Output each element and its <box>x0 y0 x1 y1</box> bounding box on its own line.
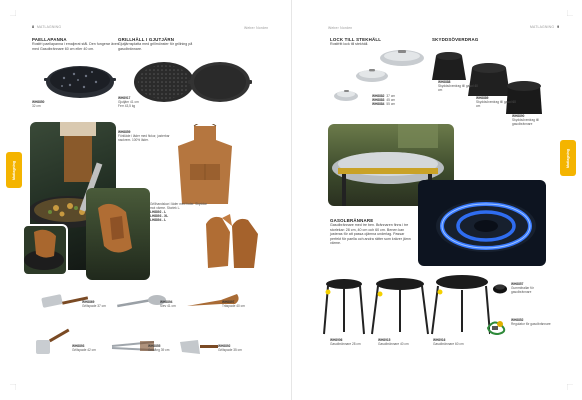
lid-size-3: 55 cm <box>386 102 396 106</box>
gloves-info <box>150 202 208 222</box>
utensil-3 <box>222 300 245 308</box>
section-tab-right[interactable] <box>560 140 576 176</box>
section-tab-left[interactable] <box>6 152 22 188</box>
burner-desc: Gasolbrännare med tre ben. Brännaren finns i tre storlekar: 28 cm, 40 cm och 60 cm. Benen kan justeras för att passa ojämna underlag. Passar perfekt för paella och andra rätter som kräver jämn värme. <box>330 223 411 246</box>
apron-info <box>118 130 178 142</box>
gloves-code-3: LH8894 - L <box>150 218 167 222</box>
crop-mark <box>10 10 16 16</box>
burner-item-desc: Gasolbrännare 28 cm <box>330 342 361 346</box>
paella-desc: Rostfri paellapanna i emaljerat stål. Den fungerar även med Gasolbrännare 60 cm eller 40 cm. <box>32 42 119 51</box>
accessory-2 <box>511 318 551 326</box>
section-tab-label: Matlagning <box>12 160 16 180</box>
apron-code: WH8859 <box>118 130 131 134</box>
lids-info <box>372 94 395 106</box>
section-tab-label: Matlagning <box>566 148 570 168</box>
utensil-2 <box>160 300 176 308</box>
utensil-6 <box>218 344 242 352</box>
paella-size: 32 cm <box>32 104 41 108</box>
right-page <box>291 0 582 400</box>
apron-desc: Förkläde i läder med fickor, justerbar nackrem. 100% läder. <box>118 134 170 142</box>
accessory-desc: Gummitrallar för gasolbrännare <box>511 286 534 294</box>
gloves-image <box>202 210 262 272</box>
lids-desc: Rostfritt lock till stekhäll. <box>330 42 369 46</box>
cover-desc: Skyddsöverdrag till gasolbrännare <box>512 118 539 126</box>
paella-pan-image <box>44 60 116 100</box>
utensil-code: WH8897 <box>222 300 235 304</box>
gloves-desc: Grillhandskar i läder med foder. Skyddar mot värme. Storlek L. <box>150 202 207 210</box>
right-header <box>530 25 559 29</box>
regulator-image <box>486 316 510 336</box>
flame-photo <box>418 180 546 266</box>
cover-code: WH8888 <box>438 80 451 84</box>
cover-3 <box>512 114 554 126</box>
left-header <box>32 25 61 29</box>
burner-code: WH8915 <box>378 338 391 342</box>
utensil-5 <box>148 344 169 352</box>
grill-info <box>118 96 139 108</box>
utensil-desc: Slev 41 cm <box>160 304 176 308</box>
utensil-code: WH8869 <box>82 300 95 304</box>
paella-section <box>32 37 120 51</box>
gloves-code-2: LH8893 - XL <box>150 214 169 218</box>
burner-2 <box>378 338 412 346</box>
grill-spatula-image <box>178 338 220 356</box>
grill-plate-image <box>132 60 257 105</box>
gloves-code-1: LH8892 - L <box>150 210 167 214</box>
burner-3 <box>433 338 467 346</box>
cover-1 <box>438 80 478 92</box>
lid-size-1: 37 cm <box>386 94 396 98</box>
glove-holding-photo <box>86 188 150 280</box>
crop-mark <box>10 384 16 390</box>
paella-title: PAELLAPANNA <box>32 37 67 42</box>
cover-code: WH8889 <box>476 96 489 100</box>
page-number: 9 <box>557 25 560 29</box>
burner-title: GASOLBRÄNNARE <box>330 218 374 223</box>
utensil-desc: Träspade 40 cm <box>222 304 245 308</box>
burner-code: WH8906 <box>330 338 343 342</box>
rubber-feet-image <box>492 282 508 294</box>
paella-code: WH8850 <box>32 100 45 104</box>
header-section: MATLAGNING <box>530 25 555 29</box>
burner-item-desc: Gasolbrännare 40 cm <box>378 342 409 346</box>
utensil-4 <box>72 344 96 352</box>
header-section: MATLAGNING <box>37 25 62 29</box>
accessory-1 <box>511 282 551 294</box>
covers-title: SKYDDSÖVERDRAG <box>432 37 479 42</box>
cover-desc: Skyddsöverdrag till gasol 60 cm <box>476 100 516 108</box>
crop-mark <box>567 10 573 16</box>
grill-title: GRILLHÄLL I GJUTJÄRN <box>118 37 175 42</box>
lid-code-3: WH8884 <box>372 102 385 106</box>
burner-item-desc: Gasolbrännare 60 cm <box>433 342 464 346</box>
apron-image <box>172 124 238 206</box>
burner-section <box>330 218 414 246</box>
lid-code-1: WH8882 <box>372 94 385 98</box>
glove-photo <box>22 224 68 276</box>
utensil-desc: Grillspade 37 cm <box>82 304 106 308</box>
paella-info <box>32 100 44 108</box>
burner-stands-image <box>320 272 490 336</box>
cover-2 <box>476 96 516 108</box>
utensil-1 <box>82 300 106 308</box>
grill-size2: Ferr 43,5 kg <box>118 104 136 108</box>
utensil-code: WH8855 <box>148 344 161 348</box>
utensil-code: WH8894 <box>160 300 173 304</box>
utensil-desc: Grillspade 42 cm <box>72 348 96 352</box>
utensil-desc: Grilltång 39 cm <box>148 348 170 352</box>
grill-size1: Gjutjärn 41 cm <box>118 100 139 104</box>
header-brand: Weber Norden <box>244 26 269 30</box>
utensil-code: WH8893 <box>72 344 85 348</box>
fish-spatula-image <box>32 326 72 358</box>
header-brand: Weber Norden <box>328 26 353 30</box>
page-number: 8 <box>32 25 34 29</box>
grill-desc: Gjutjärnsplatta med grillmönster för grillning på gasolbrännare. <box>118 42 193 51</box>
utensil-desc: Grillspade 35 cm <box>218 348 242 352</box>
accessory-code: WH8852 <box>511 318 524 322</box>
lids-title: LOCK TILL STEKHÄLL <box>330 37 382 42</box>
lid-size-2: 45 cm <box>386 98 396 102</box>
grill-code: WH8917 <box>118 96 131 100</box>
burner-1 <box>330 338 364 346</box>
grill-section <box>118 37 208 51</box>
burner-code: WH8916 <box>433 338 446 342</box>
cover-code: WH8890 <box>512 114 525 118</box>
accessory-code: WH8857 <box>511 282 524 286</box>
crop-mark <box>567 384 573 390</box>
cover-desc: Skyddsöverdrag till gasol 40 cm <box>438 84 478 92</box>
accessory-desc: Regulator för gasolbrännare <box>511 322 551 326</box>
utensil-code: WH8892 <box>218 344 231 348</box>
lid-code-2: WH8883 <box>372 98 385 102</box>
